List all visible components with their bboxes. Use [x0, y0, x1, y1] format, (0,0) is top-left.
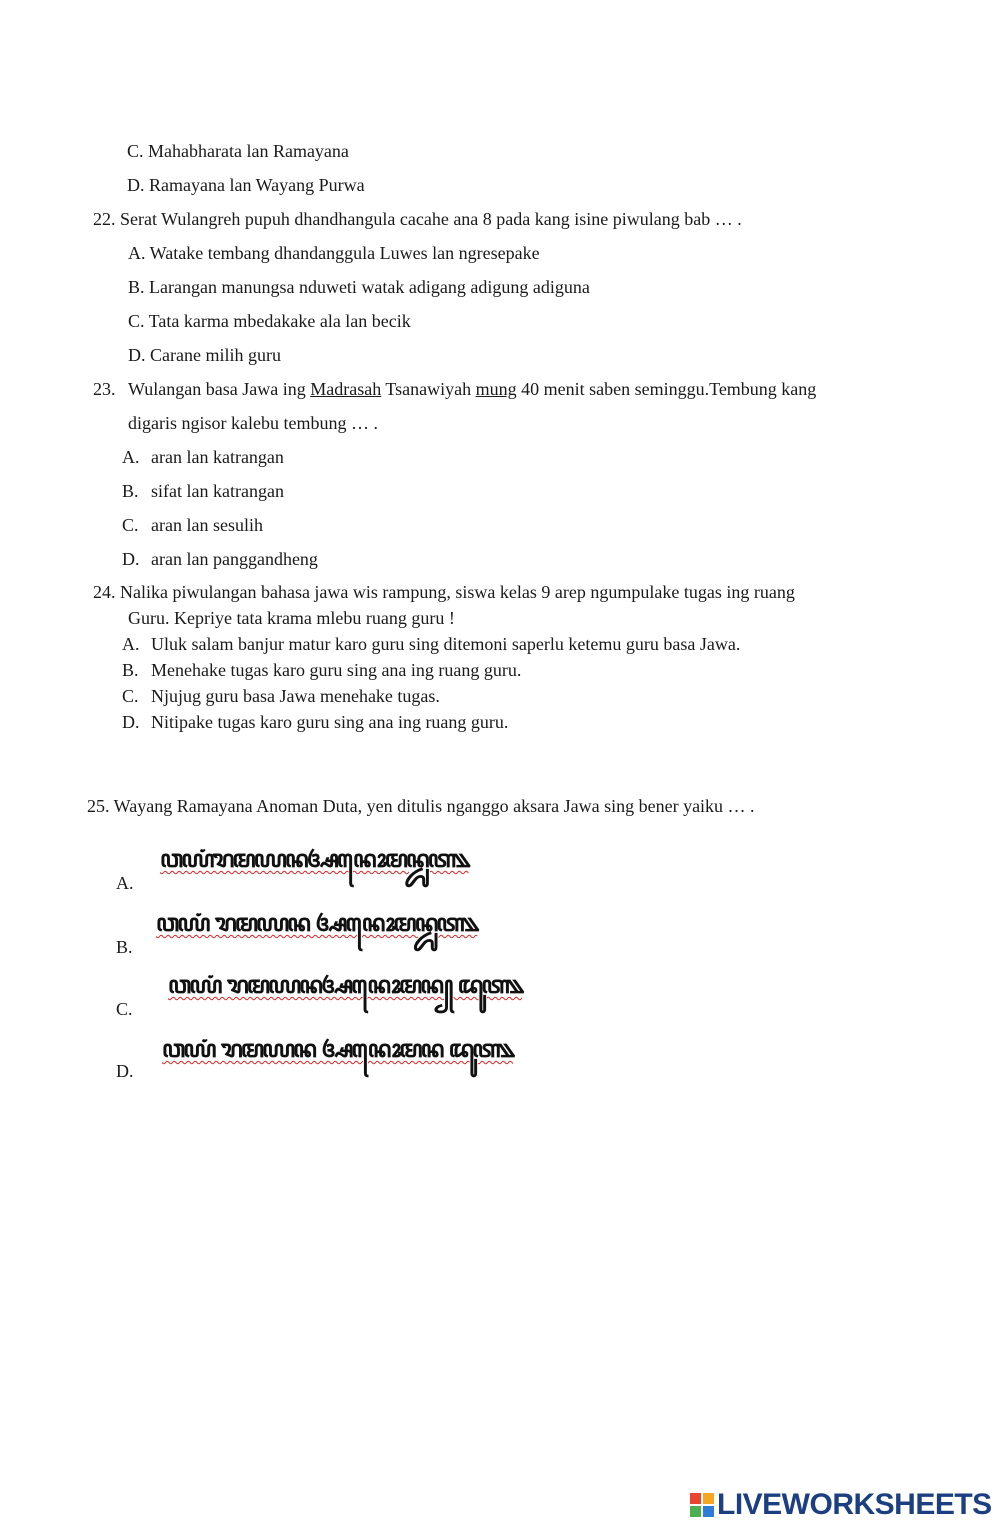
q23-underline-madrasah: Madrasah: [310, 379, 382, 399]
q23-underline-mung: mung: [475, 379, 517, 399]
q25-option-d-letter: D.: [116, 1061, 134, 1081]
logo-square-blue: [703, 1506, 714, 1517]
q23-question-line1: [128, 378, 816, 400]
q23-text-part3: 40 menit saben seminggu.Tembung kang: [516, 379, 817, 399]
q23-number: 23.: [93, 379, 116, 399]
q22-option-d: D. Carane milih guru: [128, 345, 281, 365]
q25-option-a-javanese-script: ꦮꦪꦁꦫꦩꦪꦤꦄꦤꦺꦴꦩꦤ꧀ꦢꦸꦠ꧉: [160, 844, 469, 873]
q23-text-part1: Wulangan basa Jawa ing: [128, 379, 311, 399]
q22-question: 22. Serat Wulangreh pupuh dhandhangula cacahe ana 8 pada kang isine piwulang bab … .: [93, 209, 742, 229]
q23-option-a-text: aran lan katrangan: [151, 447, 284, 467]
q23-option-b-text: sifat lan katrangan: [151, 481, 284, 501]
liveworksheets-logo[interactable]: [690, 1488, 990, 1522]
q25-option-d-javanese-script: ꦮꦪꦁ ꦫꦩꦪꦤ ꦄꦤꦺꦴꦩꦤ ꦢꦸꦠ꧉: [162, 1034, 514, 1063]
q23-option-a-letter: A.: [122, 447, 140, 467]
q24-option-c-letter: C.: [122, 686, 139, 706]
logo-square-red: [690, 1493, 701, 1504]
q23-option-d-letter: D.: [122, 549, 140, 569]
q23-option-c-letter: C.: [122, 515, 139, 535]
q25-option-a-letter: A.: [116, 873, 134, 893]
logo-square-green: [690, 1506, 701, 1517]
q25-option-c-letter: C.: [116, 999, 133, 1019]
q24-option-c-text: Njujug guru basa Jawa menehake tugas.: [151, 686, 440, 706]
liveworksheets-grid-icon: [690, 1493, 714, 1517]
q25-option-b-javanese-script: ꦮꦪꦁ ꦫꦩꦪꦤ ꦄꦤꦺꦴꦩꦤ꧀ꦢꦸꦠ꧉: [156, 908, 478, 937]
q22-option-c: C. Tata karma mbedakake ala lan becik: [128, 311, 411, 331]
q24-option-a-letter: A.: [122, 634, 140, 654]
q25-option-b-letter: B.: [116, 937, 133, 957]
q24-option-b-letter: B.: [122, 660, 139, 680]
q23-option-d-text: aran lan panggandheng: [151, 549, 318, 569]
q24-question-line2: Guru. Kepriye tata krama mlebu ruang guru !: [128, 608, 455, 628]
liveworksheets-brand-text: LIVEWORKSHEETS: [717, 1488, 992, 1521]
q24-option-a-text: Uluk salam banjur matur karo guru sing ditemoni saperlu ketemu guru basa Jawa.: [151, 634, 741, 654]
q24-option-d-letter: D.: [122, 712, 140, 732]
q23-option-b-letter: B.: [122, 481, 139, 501]
q22-option-a: A. Watake tembang dhandanggula Luwes lan ngresepake: [128, 243, 540, 263]
q24-question-line1: 24. Nalika piwulangan bahasa jawa wis rampung, siswa kelas 9 arep ngumpulake tugas ing ruang: [93, 582, 795, 602]
q22-option-b: B. Larangan manungsa nduweti watak adigang adigung adiguna: [128, 277, 590, 297]
q25-question: 25. Wayang Ramayana Anoman Duta, yen ditulis nganggo aksara Jawa sing bener yaiku … .: [87, 796, 755, 816]
logo-square-orange: [703, 1493, 714, 1504]
q24-option-b-text: Menehake tugas karo guru sing ana ing ruang guru.: [151, 660, 522, 680]
q23-option-c-text: aran lan sesulih: [151, 515, 263, 535]
q23-text-part2: Tsanawiyah: [381, 379, 476, 399]
q21-option-c: C. Mahabharata lan Ramayana: [127, 141, 349, 161]
q21-option-d: D. Ramayana lan Wayang Purwa: [127, 175, 365, 195]
q25-option-c-javanese-script: ꦮꦪꦁ ꦫꦩꦪꦤꦄꦤꦺꦴꦩꦤ꧀ ꦢꦸꦠ꧉: [168, 970, 523, 999]
q23-question-line2: digaris ngisor kalebu tembung … .: [128, 413, 378, 433]
q24-option-d-text: Nitipake tugas karo guru sing ana ing ruang guru.: [151, 712, 509, 732]
